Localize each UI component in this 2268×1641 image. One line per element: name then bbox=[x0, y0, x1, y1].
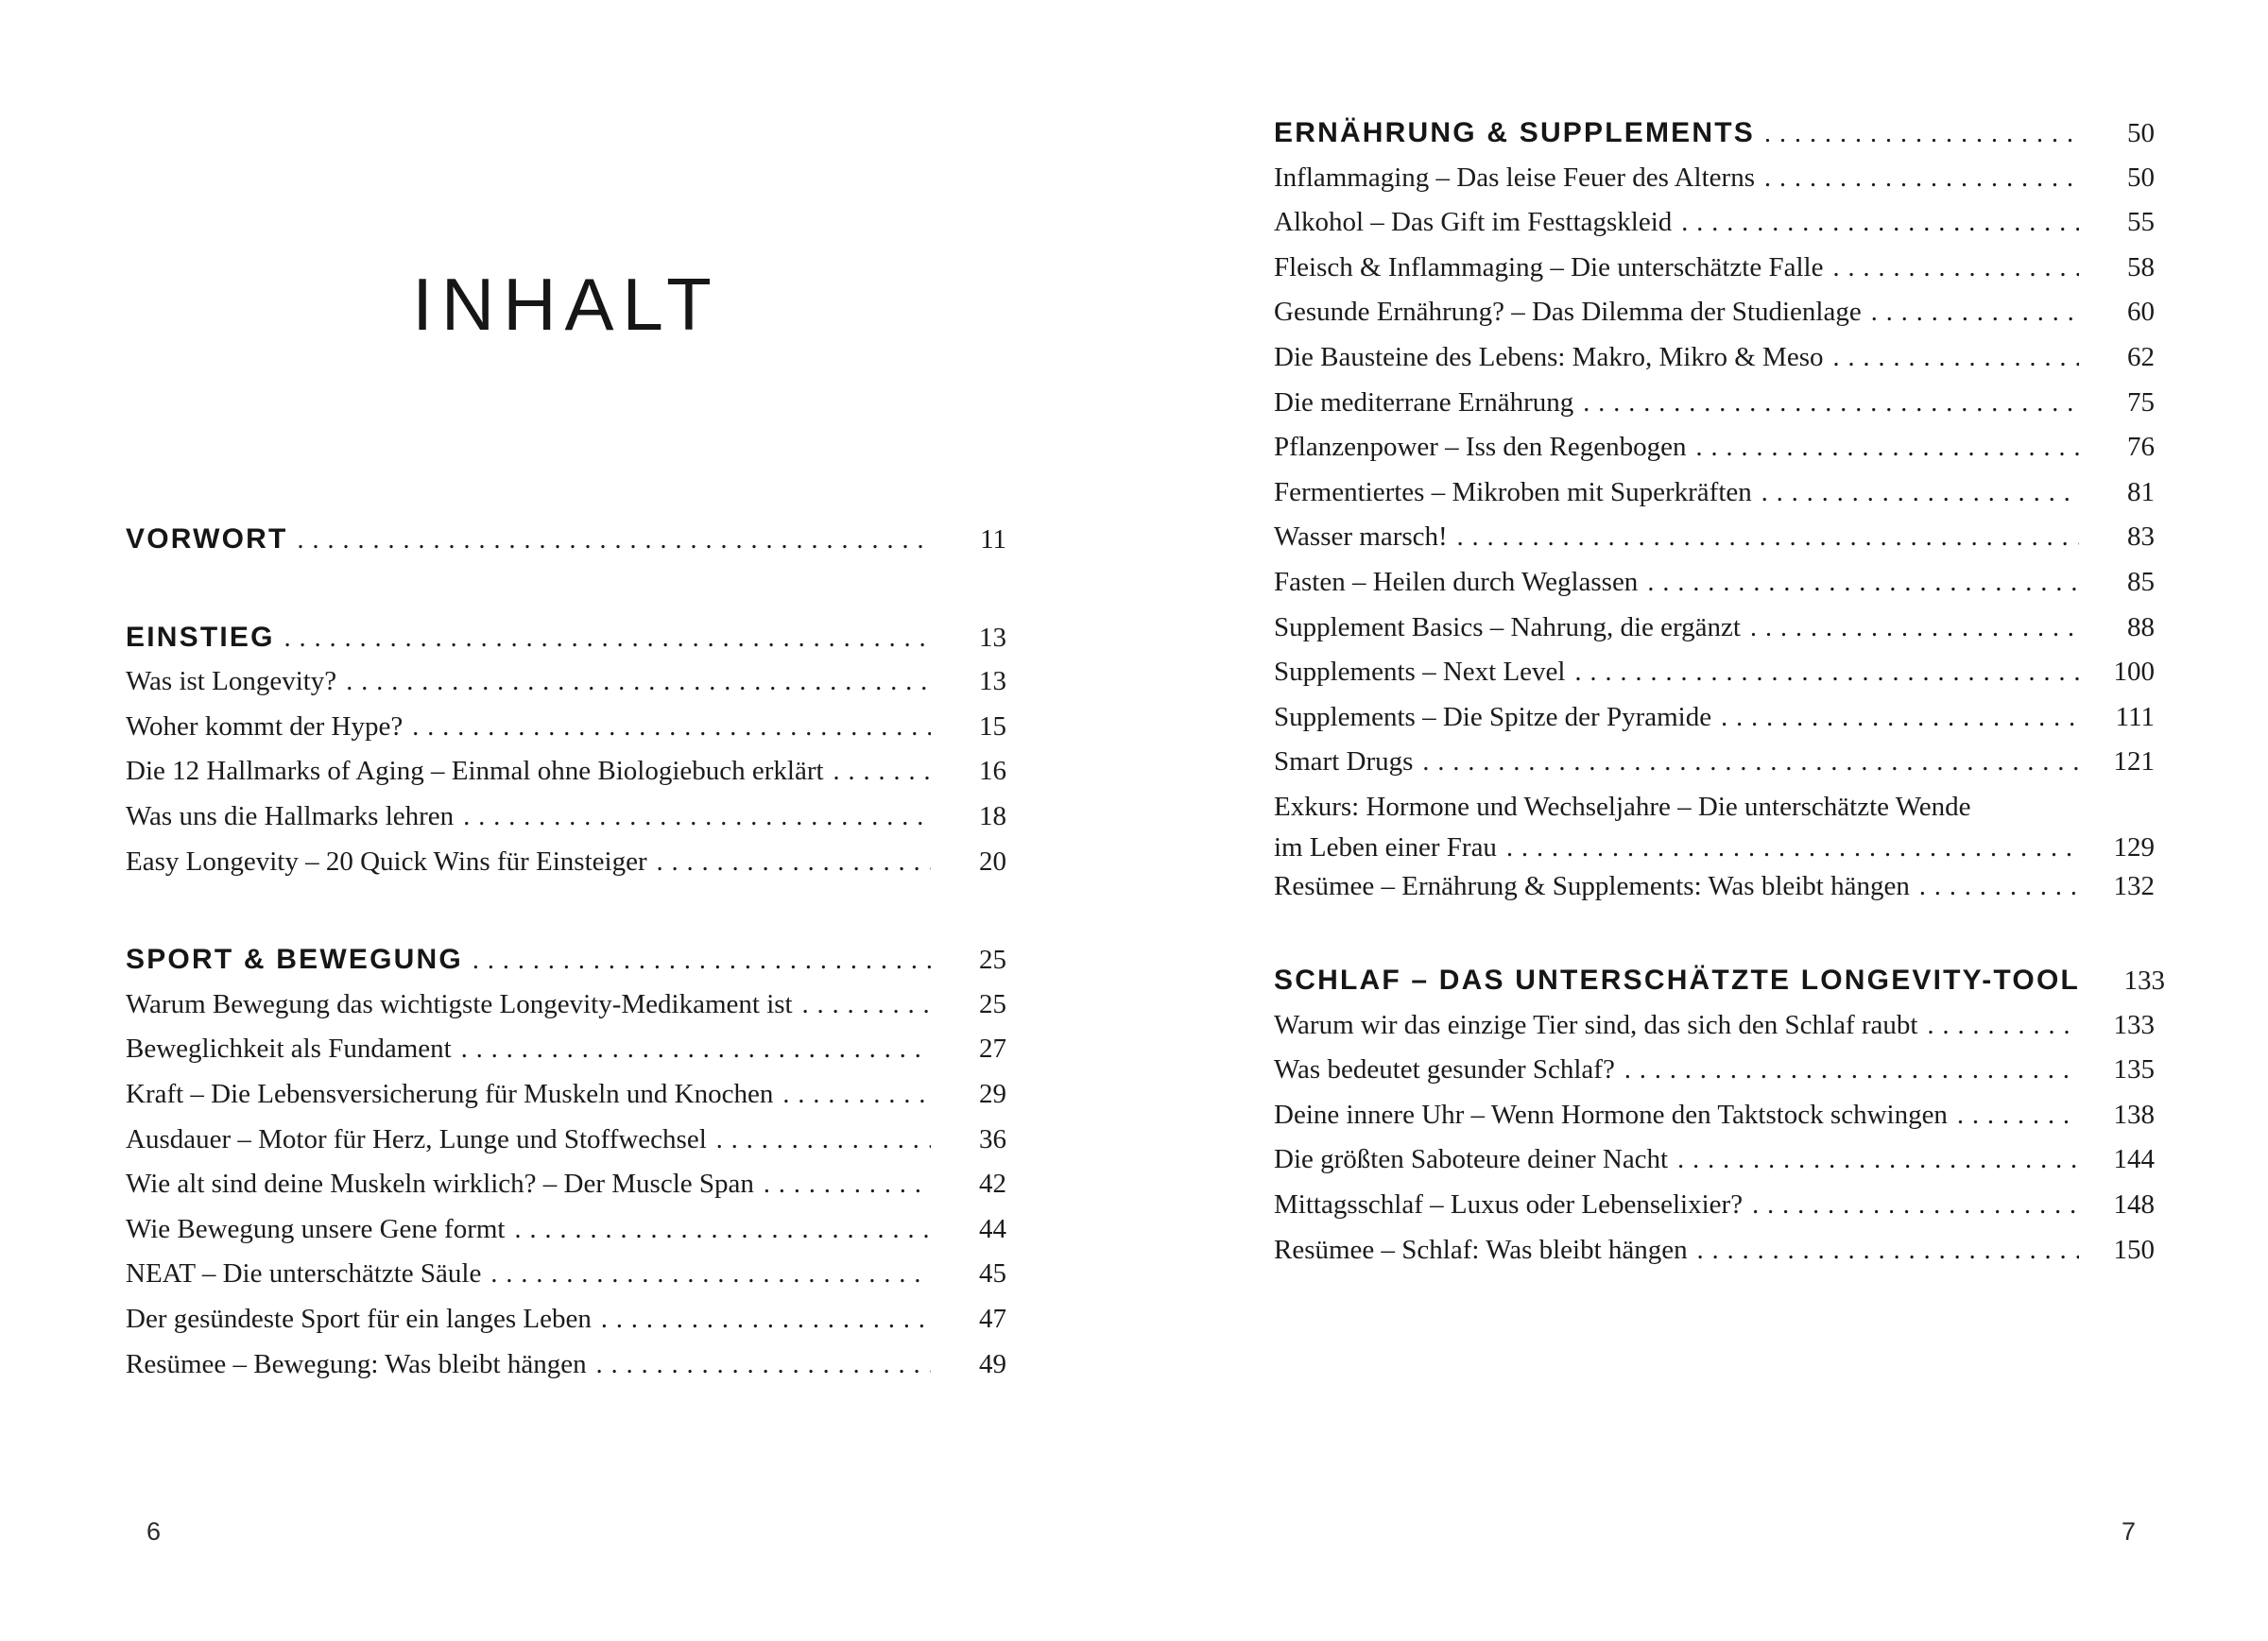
toc-entry-label: Ausdauer – Motor für Herz, Lunge und Stoffwechsel bbox=[126, 1123, 707, 1154]
toc-section-heading-label: ERNÄHRUNG & SUPPLEMENTS bbox=[1274, 117, 1755, 148]
toc-entry-label: im Leben einer Frau bbox=[1274, 831, 1497, 863]
toc-section-heading bbox=[126, 615, 1006, 660]
toc-entry bbox=[126, 1162, 1006, 1207]
dot-leader bbox=[412, 705, 931, 750]
toc-entry-label: Supplements – Die Spitze der Pyramide bbox=[1274, 701, 1712, 732]
toc-entry bbox=[1274, 290, 2155, 335]
toc-entry-label: Wie Bewegung unsere Gene formt bbox=[126, 1213, 506, 1244]
toc-entry-page: 85 bbox=[2127, 566, 2155, 597]
page-title: INHALT bbox=[412, 263, 720, 346]
toc-right bbox=[1274, 111, 2166, 1273]
toc-entry bbox=[1274, 606, 2155, 651]
toc-section-heading-label: SCHLAF – DAS UNTERSCHÄTZTE LONGEVITY-TOOL bbox=[1274, 965, 2081, 997]
dot-leader bbox=[298, 518, 931, 563]
toc-section-heading-page: 50 bbox=[2127, 118, 2155, 148]
folio-right: 7 bbox=[2121, 1517, 2136, 1546]
toc-entry-label: Smart Drugs bbox=[1274, 746, 1414, 778]
toc-section bbox=[126, 937, 1006, 1387]
dot-leader bbox=[1832, 246, 2079, 291]
dot-leader bbox=[1721, 695, 2079, 741]
toc-left bbox=[126, 517, 1006, 1387]
toc-entry bbox=[1274, 785, 2155, 830]
dot-leader bbox=[1957, 1093, 2079, 1138]
dot-leader bbox=[1422, 740, 2079, 785]
toc-entry bbox=[1274, 515, 2155, 560]
right-page bbox=[1274, 0, 2166, 1641]
toc-entry-label: Warum Bewegung das wichtigste Longevity-Medikament ist bbox=[126, 988, 793, 1019]
toc-entry-label: Die Bausteine des Lebens: Makro, Mikro & Meso bbox=[1274, 341, 1824, 372]
toc-entry-label: Die größten Saboteure deiner Nacht bbox=[1274, 1144, 1669, 1175]
toc-entry-label: Resümee – Bewegung: Was bleibt hängen bbox=[126, 1348, 587, 1379]
toc-entry-label: Was uns die Hallmarks lehren bbox=[126, 800, 455, 831]
toc-entry-page: 47 bbox=[979, 1303, 1006, 1334]
dot-leader bbox=[284, 616, 931, 661]
dot-leader bbox=[1927, 1003, 2079, 1049]
toc-entry-page: 76 bbox=[2127, 432, 2155, 463]
toc-entry bbox=[126, 1072, 1006, 1118]
dot-leader bbox=[1697, 1228, 2079, 1273]
toc-entry-page: 15 bbox=[979, 710, 1006, 742]
dot-leader bbox=[461, 1027, 931, 1072]
toc-entry bbox=[1274, 864, 2155, 910]
toc-entry bbox=[1274, 335, 2155, 381]
toc-entry bbox=[1274, 1228, 2155, 1273]
dot-leader bbox=[833, 749, 931, 795]
dot-leader bbox=[1677, 1137, 2079, 1183]
toc-section-heading-page: 133 bbox=[2123, 966, 2166, 997]
dot-leader bbox=[657, 840, 931, 885]
toc-section-heading bbox=[126, 937, 1006, 983]
toc-entry-label: Gesunde Ernährung? – Das Dilemma der Studienlage bbox=[1274, 297, 1862, 328]
dot-leader bbox=[1764, 156, 2079, 201]
toc-entry-page: 29 bbox=[979, 1078, 1006, 1109]
toc-entry-label: Der gesündeste Sport für ein langes Leben bbox=[126, 1303, 592, 1334]
toc-entry-page: 36 bbox=[979, 1123, 1006, 1154]
toc-entry-page: 121 bbox=[2113, 746, 2155, 778]
toc-section-heading-label: EINSTIEG bbox=[126, 621, 275, 653]
toc-entry bbox=[1274, 1003, 2155, 1049]
toc-entry bbox=[126, 659, 1006, 705]
toc-entry-label: Wie alt sind deine Muskeln wirklich? – Der Muscle Span bbox=[126, 1169, 754, 1200]
toc-entry bbox=[1274, 1093, 2155, 1138]
toc-entry-label: Fleisch & Inflammaging – Die unterschätzte Falle bbox=[1274, 251, 1824, 282]
toc-entry-page: 27 bbox=[979, 1034, 1006, 1065]
toc-entry-page: 83 bbox=[2127, 521, 2155, 553]
toc-entry-page: 44 bbox=[979, 1213, 1006, 1244]
toc-entry-page: 50 bbox=[2127, 162, 2155, 193]
toc-entry bbox=[126, 840, 1006, 885]
toc-entry-page: 20 bbox=[979, 846, 1006, 877]
toc-entry bbox=[126, 1252, 1006, 1297]
toc-entry-label: Fermentiertes – Mikroben mit Superkräften bbox=[1274, 476, 1752, 507]
toc-entry-page: 58 bbox=[2127, 251, 2155, 282]
dot-leader bbox=[1919, 864, 2079, 910]
dot-leader bbox=[1457, 515, 2079, 560]
toc-entry bbox=[1274, 200, 2155, 246]
toc-entry-page: 45 bbox=[979, 1258, 1006, 1290]
toc-entry-label: Pflanzenpower – Iss den Regenbogen bbox=[1274, 432, 1687, 463]
dot-leader bbox=[1506, 831, 2079, 865]
toc-section-heading-page: 13 bbox=[979, 622, 1006, 653]
dot-leader bbox=[490, 1252, 931, 1297]
toc-entry-label: Die 12 Hallmarks of Aging – Einmal ohne Biologiebuch erklärt bbox=[126, 756, 824, 787]
toc-entry bbox=[1274, 650, 2155, 695]
toc-section bbox=[126, 517, 1006, 562]
toc-section-heading bbox=[126, 517, 1006, 562]
toc-entry bbox=[126, 983, 1006, 1028]
folio-left: 6 bbox=[146, 1517, 162, 1546]
dot-leader bbox=[802, 983, 931, 1028]
toc-entry bbox=[126, 795, 1006, 840]
dot-leader bbox=[596, 1342, 931, 1388]
toc-entry bbox=[1274, 830, 2155, 864]
toc-entry-label: Deine innere Uhr – Wenn Hormone den Taktstock schwingen bbox=[1274, 1099, 1948, 1130]
dot-leader bbox=[1833, 335, 2079, 381]
toc-section-heading-label: SPORT & BEWEGUNG bbox=[126, 944, 463, 976]
dot-leader bbox=[346, 659, 931, 705]
toc-section-heading bbox=[1274, 958, 2166, 1003]
toc-entry-page: 42 bbox=[979, 1169, 1006, 1200]
toc-entry-label: Warum wir das einzige Tier sind, das sich den Schlaf raubt bbox=[1274, 1009, 1918, 1040]
toc-entry bbox=[1274, 156, 2155, 201]
toc-section bbox=[126, 615, 1006, 885]
toc-entry-label: Resümee – Ernährung & Supplements: Was bleibt hängen bbox=[1274, 870, 1910, 901]
toc-entry-label: Was ist Longevity? bbox=[126, 666, 337, 697]
toc-entry-label: Fasten – Heilen durch Weglassen bbox=[1274, 566, 1639, 597]
toc-entry-page: 138 bbox=[2113, 1099, 2155, 1130]
toc-entry-page: 135 bbox=[2113, 1054, 2155, 1085]
dot-leader bbox=[1583, 381, 2079, 426]
toc-section-heading-label: VORWORT bbox=[126, 523, 288, 555]
dot-leader bbox=[514, 1207, 931, 1253]
toc-entry-page: 150 bbox=[2113, 1234, 2155, 1265]
dot-leader bbox=[1696, 425, 2080, 470]
toc-entry-page: 144 bbox=[2113, 1144, 2155, 1175]
toc-entry-page: 129 bbox=[2113, 831, 2155, 863]
toc-entry bbox=[1274, 1137, 2155, 1183]
dot-leader bbox=[1624, 1048, 2079, 1093]
toc-section bbox=[1274, 111, 2155, 909]
toc-entry-label: Alkohol – Das Gift im Festtagskleid bbox=[1274, 207, 1673, 238]
toc-entry-label: Was bedeutet gesunder Schlaf? bbox=[1274, 1054, 1615, 1085]
dot-leader bbox=[601, 1297, 931, 1342]
toc-section-heading-page: 11 bbox=[980, 524, 1006, 555]
dot-leader bbox=[1647, 560, 2079, 606]
toc-entry-page: 62 bbox=[2127, 341, 2155, 372]
toc-entry-page: 49 bbox=[979, 1348, 1006, 1379]
toc-entry bbox=[126, 1297, 1006, 1342]
dot-leader bbox=[782, 1072, 931, 1118]
dot-leader bbox=[472, 938, 931, 983]
toc-entry-page: 16 bbox=[979, 756, 1006, 787]
toc-entry-label: Supplement Basics – Nahrung, die ergänzt bbox=[1274, 611, 1741, 642]
toc-entry-page: 148 bbox=[2113, 1189, 2155, 1221]
toc-entry-label: Resümee – Schlaf: Was bleibt hängen bbox=[1274, 1234, 1688, 1265]
toc-entry-page: 55 bbox=[2127, 207, 2155, 238]
toc-entry bbox=[1274, 381, 2155, 426]
toc-entry-label: Kraft – Die Lebensversicherung für Muskeln und Knochen bbox=[126, 1078, 774, 1109]
toc-entry-page: 13 bbox=[979, 666, 1006, 697]
toc-entry bbox=[1274, 1048, 2155, 1093]
toc-entry-page: 100 bbox=[2113, 657, 2155, 688]
dot-leader bbox=[1750, 606, 2079, 651]
toc-entry-page: 88 bbox=[2127, 611, 2155, 642]
toc-entry-page: 18 bbox=[979, 800, 1006, 831]
toc-entry-label: NEAT – Die unterschätzte Säule bbox=[126, 1258, 482, 1290]
toc-entry bbox=[1274, 425, 2155, 470]
toc-section-heading-page: 25 bbox=[979, 945, 1006, 976]
toc-section bbox=[1274, 958, 2166, 1273]
toc-entry-label: Mittagsschlaf – Luxus oder Lebenselixier? bbox=[1274, 1189, 1744, 1221]
dot-leader bbox=[1752, 1183, 2079, 1228]
toc-entry bbox=[1274, 560, 2155, 606]
toc-entry-label: Exkurs: Hormone und Wechseljahre – Die unterschätzte Wende bbox=[1274, 791, 1971, 822]
toc-entry bbox=[126, 1027, 1006, 1072]
toc-section-heading bbox=[1274, 111, 2155, 156]
toc-entry-label: Easy Longevity – 20 Quick Wins für Einsteiger bbox=[126, 846, 647, 877]
dot-leader bbox=[1574, 650, 2079, 695]
toc-entry bbox=[126, 1118, 1006, 1163]
toc-entry-page: 25 bbox=[979, 988, 1006, 1019]
toc-entry-page: 132 bbox=[2113, 870, 2155, 901]
toc-entry bbox=[1274, 1183, 2155, 1228]
toc-entry-label: Inflammaging – Das leise Feuer des Alterns bbox=[1274, 162, 1755, 193]
dot-leader bbox=[463, 795, 931, 840]
toc-entry-label: Die mediterrane Ernährung bbox=[1274, 386, 1574, 418]
toc-entry-page: 111 bbox=[2115, 701, 2155, 732]
toc-entry bbox=[126, 1342, 1006, 1388]
toc-entry bbox=[1274, 740, 2155, 785]
toc-entry bbox=[126, 749, 1006, 795]
toc-entry-page: 60 bbox=[2127, 297, 2155, 328]
toc-entry bbox=[126, 705, 1006, 750]
toc-entry-label: Supplements – Next Level bbox=[1274, 657, 1566, 688]
toc-entry-page: 81 bbox=[2127, 476, 2155, 507]
dot-leader bbox=[1681, 200, 2079, 246]
dot-leader bbox=[1871, 290, 2079, 335]
toc-entry bbox=[1274, 695, 2155, 741]
toc-entry-label: Woher kommt der Hype? bbox=[126, 710, 404, 742]
toc-entry bbox=[1274, 470, 2155, 516]
dot-leader bbox=[1764, 111, 2079, 157]
dot-leader bbox=[1761, 470, 2079, 516]
dot-leader bbox=[764, 1162, 931, 1207]
toc-entry bbox=[126, 1207, 1006, 1253]
toc-entry-page: 133 bbox=[2113, 1009, 2155, 1040]
dot-leader bbox=[716, 1118, 931, 1163]
left-page bbox=[126, 0, 1006, 1641]
toc-entry-page: 75 bbox=[2127, 386, 2155, 418]
toc-entry-label: Wasser marsch! bbox=[1274, 521, 1448, 553]
toc-entry bbox=[1274, 246, 2155, 291]
toc-entry-label: Beweglichkeit als Fundament bbox=[126, 1034, 452, 1065]
